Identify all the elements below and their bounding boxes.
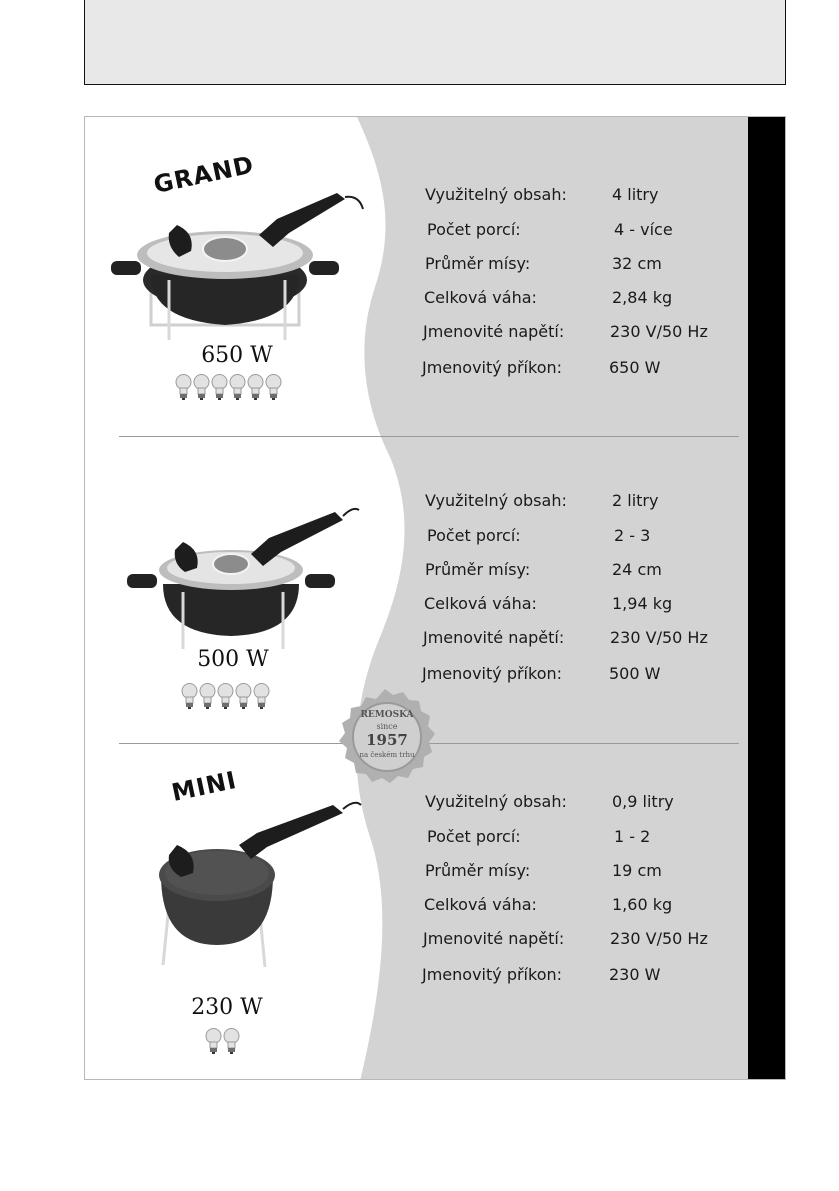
spec-row	[425, 594, 745, 618]
spec-row	[425, 895, 745, 919]
spec-label: Využitelný obsah:	[425, 792, 567, 811]
light-bulb-icon	[229, 373, 246, 401]
seal-text: since	[376, 722, 398, 731]
spec-value: 1,94 kg	[612, 594, 673, 613]
spec-label: Jmenovitý příkon:	[422, 358, 563, 377]
spec-row	[425, 322, 745, 346]
roaster-pot-image	[155, 795, 375, 975]
spec-row	[425, 526, 745, 550]
product-name: MINI	[169, 765, 240, 807]
spec-value: 650 W	[609, 358, 661, 377]
spec-label: Využitelný obsah:	[425, 491, 567, 510]
spec-value: 4 litry	[612, 185, 659, 204]
light-bulb-icon	[253, 682, 270, 710]
seal-text: na českém trhu	[359, 751, 415, 759]
spec-label: Počet porcí:	[427, 827, 521, 846]
light-bulb-icon	[211, 373, 228, 401]
spec-value: 230 V/50 Hz	[610, 628, 708, 647]
spec-row	[425, 827, 745, 851]
seal-text: 1957	[366, 731, 408, 749]
spec-value: 0,9 litry	[612, 792, 674, 811]
spec-row	[425, 628, 745, 652]
spec-row	[425, 185, 745, 209]
power-label: 500 W	[197, 647, 269, 672]
power-label: 230 W	[191, 995, 263, 1020]
spec-label: Počet porcí:	[427, 526, 521, 545]
product-name: GRAND	[151, 150, 257, 199]
spec-label: Celková váha:	[424, 895, 537, 914]
light-bulb-icon	[235, 682, 252, 710]
spec-row	[422, 358, 745, 382]
light-bulb-icon	[223, 1027, 240, 1055]
spec-value: 4 - více	[614, 220, 673, 239]
spec-row	[425, 254, 745, 278]
spec-row	[422, 664, 745, 688]
seal-text: REMOSKA	[360, 710, 414, 720]
spec-row	[425, 792, 745, 816]
spec-value: 24 cm	[612, 560, 662, 579]
spec-row	[425, 861, 745, 885]
light-bulb-icon	[181, 682, 198, 710]
light-bulb-icon	[265, 373, 282, 401]
spec-label: Celková váha:	[424, 288, 537, 307]
roaster-pot-image	[123, 484, 363, 654]
light-bulb-icon	[199, 682, 216, 710]
spec-label: Jmenovité napětí:	[423, 322, 565, 341]
spec-row	[422, 965, 745, 989]
spec-row	[425, 288, 745, 312]
spec-label: Průměr mísy:	[425, 861, 531, 880]
spec-value: 19 cm	[612, 861, 662, 880]
roaster-pot-image	[109, 175, 364, 345]
spec-label: Jmenovité napětí:	[423, 628, 565, 647]
spec-value: 1,60 kg	[612, 895, 673, 914]
spec-value: 230 V/50 Hz	[610, 322, 708, 341]
spec-label: Využitelný obsah:	[425, 185, 567, 204]
spec-value: 32 cm	[612, 254, 662, 273]
light-bulb-icon	[205, 1027, 222, 1055]
light-bulb-icon	[247, 373, 264, 401]
spec-value: 230 W	[609, 965, 661, 984]
light-bulb-icon	[217, 682, 234, 710]
light-bulb-icon	[193, 373, 210, 401]
spec-label: Jmenovitý příkon:	[422, 664, 563, 683]
spec-value: 2,84 kg	[612, 288, 673, 307]
spec-label: Jmenovitý příkon:	[422, 965, 563, 984]
header-box	[84, 0, 786, 85]
spec-row	[425, 220, 745, 244]
bulb-row	[175, 373, 282, 401]
spec-row	[425, 929, 745, 953]
power-label: 650 W	[201, 343, 273, 368]
spec-value: 2 litry	[612, 491, 659, 510]
bulb-row	[181, 682, 270, 710]
bulb-row	[205, 1027, 240, 1055]
spec-value: 230 V/50 Hz	[610, 929, 708, 948]
spec-row	[425, 560, 745, 584]
spec-label: Celková váha:	[424, 594, 537, 613]
spec-value: 1 - 2	[614, 827, 651, 846]
spec-label: Průměr mísy:	[425, 560, 531, 579]
spec-label: Počet porcí:	[427, 220, 521, 239]
spec-row	[425, 491, 745, 515]
product-panel	[84, 116, 786, 1080]
spec-value: 2 - 3	[614, 526, 651, 545]
spec-label: Jmenovité napětí:	[423, 929, 565, 948]
spec-value: 500 W	[609, 664, 661, 683]
light-bulb-icon	[175, 373, 192, 401]
spec-label: Průměr mísy:	[425, 254, 531, 273]
